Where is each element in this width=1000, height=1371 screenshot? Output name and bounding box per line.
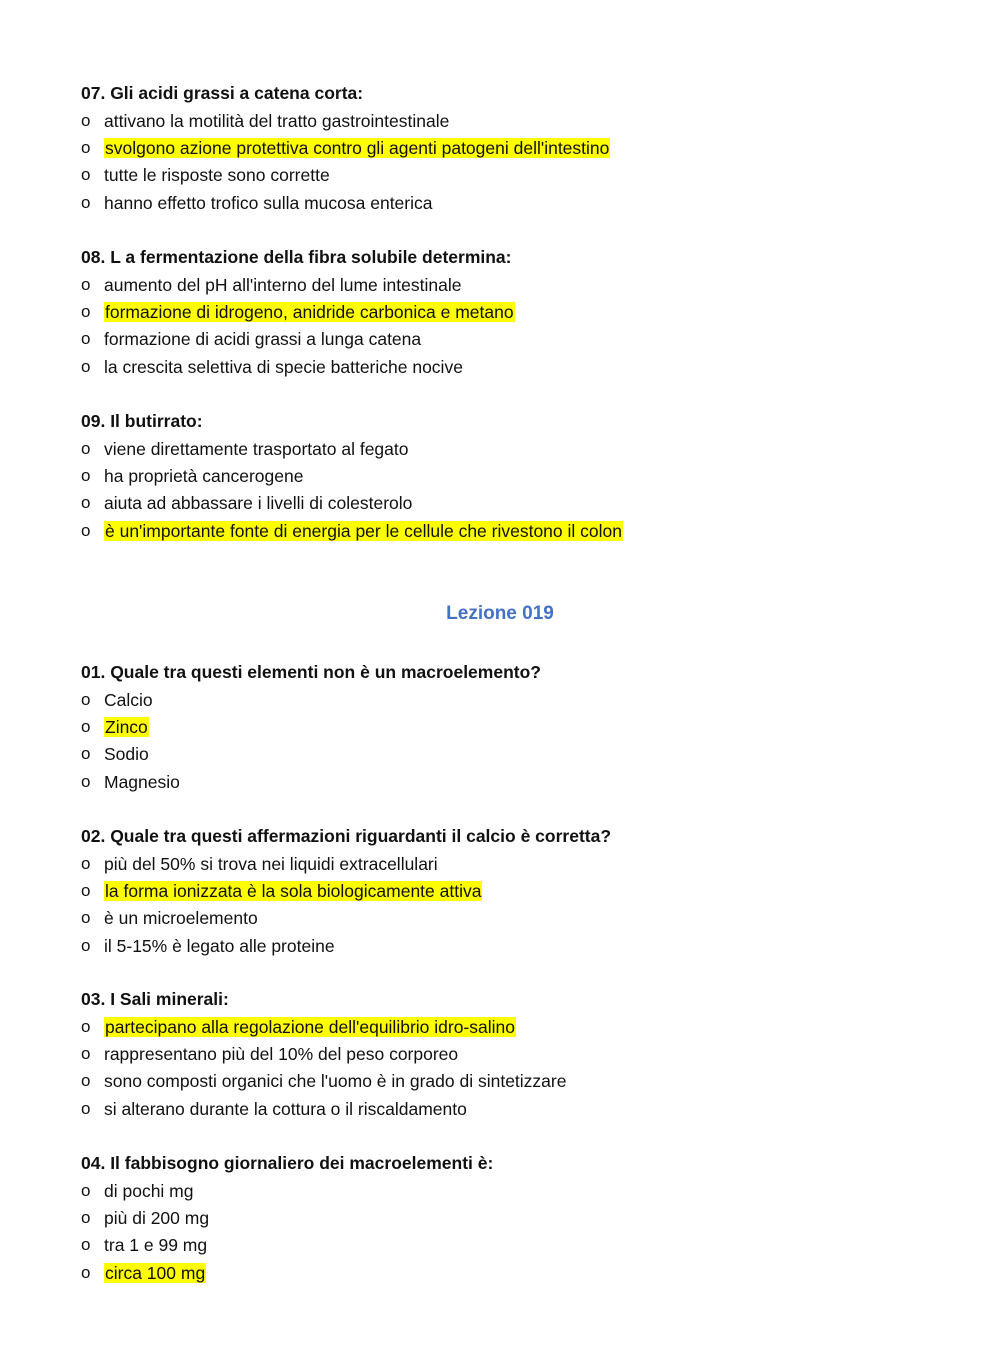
highlighted-answer-text: circa 100 mg	[105, 1262, 206, 1283]
answer-text: tutte le risposte sono corrette	[104, 165, 330, 186]
circle-bullet-icon: o	[81, 138, 91, 158]
circle-bullet-icon: o	[81, 302, 91, 322]
answer-text: la crescita selettiva di specie batteriche nocive	[104, 356, 463, 377]
question-07-title: 07. Gli acidi grassi a catena corta:	[81, 83, 364, 103]
answer-text: aumento del pH all'interno del lume intestinale	[104, 275, 462, 295]
question-01-option-2	[104, 716, 149, 738]
question-03-title: 03. I Sali minerali:	[81, 989, 229, 1009]
answer-text: Calcio	[104, 690, 153, 710]
answer-text: formazione di acidi grassi a lunga catena	[104, 329, 422, 350]
highlighted-answer-text: partecipano alla regolazione dell'equilibrio idro-salino	[105, 1017, 515, 1037]
question-07-option-1	[104, 110, 449, 132]
highlighted-answer-text: è un'importante fonte di energia per le cellule che rivestono il colon	[105, 520, 622, 541]
question-09-option-4	[104, 520, 623, 542]
circle-bullet-icon: o	[81, 1098, 91, 1118]
answer-text: più di 200 mg	[104, 1208, 210, 1229]
question-03-option-2	[104, 1043, 458, 1065]
circle-bullet-icon: o	[81, 493, 91, 513]
circle-bullet-icon: o	[81, 744, 91, 764]
question-09-title: 09. Il butirrato:	[81, 411, 203, 431]
question-08-option-2	[104, 301, 515, 323]
lesson-heading: Lezione 019	[446, 603, 554, 624]
question-08-option-1	[104, 274, 461, 296]
answer-text: tra 1 e 99 mg	[104, 1235, 208, 1256]
circle-bullet-icon: o	[81, 356, 91, 376]
answer-text: hanno effetto trofico sulla mucosa enterica	[104, 192, 433, 213]
circle-bullet-icon: o	[81, 165, 91, 185]
circle-bullet-icon: o	[81, 717, 91, 737]
circle-bullet-icon: o	[81, 690, 91, 709]
answer-text: si alterano durante la cottura o il riscaldamento	[104, 1098, 467, 1119]
highlighted-answer-text: svolgono azione protettiva contro gli agenti patogeni dell'intestino	[105, 138, 610, 159]
question-04-option-2	[104, 1207, 209, 1229]
circle-bullet-icon: o	[81, 1044, 91, 1064]
circle-bullet-icon: o	[81, 1017, 91, 1036]
answer-text: il 5-15% è legato alle proteine	[104, 935, 335, 956]
answer-text: attivano la motilità del tratto gastrointestinale	[104, 111, 450, 131]
question-09-option-2	[104, 465, 303, 487]
question-04-option-3	[104, 1234, 207, 1256]
question-03-option-3	[104, 1070, 566, 1092]
question-01-option-1	[104, 689, 153, 711]
question-08-title: 08. L a fermentazione della fibra solubile determina:	[81, 247, 512, 267]
question-01-title: 01. Quale tra questi elementi non è un macroelemento?	[81, 662, 541, 682]
highlighted-answer-text: formazione di idrogeno, anidride carbonica e metano	[105, 302, 514, 323]
circle-bullet-icon: o	[81, 329, 91, 349]
question-01-option-4	[104, 771, 180, 793]
question-09-option-3	[104, 492, 412, 514]
circle-bullet-icon: o	[81, 1235, 91, 1255]
answer-text: aiuta ad abbassare i livelli di colesterolo	[104, 493, 413, 514]
question-01-option-3	[104, 743, 149, 765]
answer-text: sono composti organici che l'uomo è in grado di sintetizzare	[104, 1071, 567, 1092]
question-03-option-4	[104, 1098, 467, 1120]
circle-bullet-icon: o	[81, 275, 91, 294]
answer-text: viene direttamente trasportato al fegato	[104, 439, 409, 459]
circle-bullet-icon: o	[81, 1262, 91, 1282]
answer-text: è un microelemento	[104, 908, 258, 929]
answer-text: di pochi mg	[104, 1181, 194, 1201]
circle-bullet-icon: o	[81, 466, 91, 486]
circle-bullet-icon: o	[81, 1208, 91, 1228]
circle-bullet-icon: o	[81, 908, 91, 928]
circle-bullet-icon: o	[81, 935, 91, 955]
answer-text: più del 50% si trova nei liquidi extracellulari	[104, 854, 438, 874]
highlighted-answer-text: la forma ionizzata è la sola biologicamente attiva	[105, 881, 482, 902]
question-02-option-4	[104, 935, 335, 957]
question-08-option-3	[104, 328, 421, 350]
answer-text: Sodio	[104, 744, 149, 765]
question-08-option-4	[104, 356, 463, 378]
question-02-option-1	[104, 853, 438, 875]
question-07-option-2	[104, 137, 610, 159]
answer-text: Magnesio	[104, 771, 180, 792]
answer-text: ha proprietà cancerogene	[104, 466, 304, 487]
question-02-option-2	[104, 880, 482, 902]
circle-bullet-icon: o	[81, 111, 91, 130]
question-09-option-1	[104, 438, 409, 460]
question-02-title: 02. Quale tra questi affermazioni riguardanti il calcio è corretta?	[81, 826, 612, 846]
question-03-option-1	[104, 1016, 516, 1038]
circle-bullet-icon: o	[81, 1071, 91, 1091]
circle-bullet-icon: o	[81, 439, 91, 458]
question-04-option-4	[104, 1262, 206, 1284]
question-04-option-1	[104, 1180, 194, 1202]
circle-bullet-icon: o	[81, 520, 91, 540]
highlighted-answer-text: Zinco	[105, 717, 148, 738]
question-07-option-4	[104, 192, 432, 214]
circle-bullet-icon: o	[81, 192, 91, 212]
question-04-title: 04. Il fabbisogno giornaliero dei macroelementi è:	[81, 1153, 494, 1173]
circle-bullet-icon: o	[81, 854, 91, 873]
circle-bullet-icon: o	[81, 881, 91, 901]
question-02-option-3	[104, 907, 258, 929]
question-07-option-3	[104, 164, 330, 186]
circle-bullet-icon: o	[81, 1181, 91, 1200]
answer-text: rappresentano più del 10% del peso corporeo	[104, 1044, 459, 1065]
circle-bullet-icon: o	[81, 771, 91, 791]
